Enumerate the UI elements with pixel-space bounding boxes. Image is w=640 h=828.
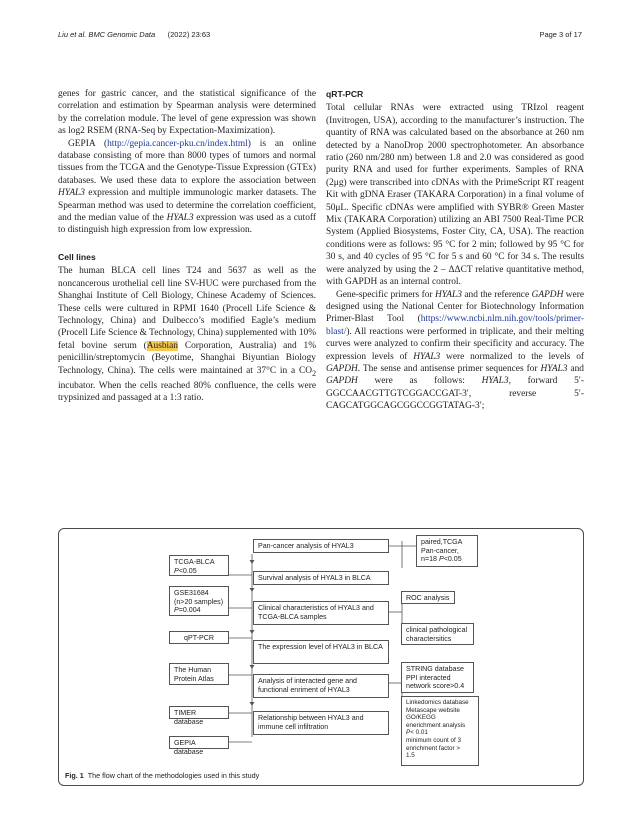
paragraph: GEPIA (http://gepia.cancer-pku.cn/index.html) is an online database consisting of more than 8000 types of tumors and normal tissues from the TCGA and the Genotype-Tissue Expression (GTEx) databases. We used these data to explore the association between HYAL3 expression and multiple immunologic marker datasets. The Spearman method was used to determine the correlation coefficient, and the median value of the HYAL3 expression was used as a cutoff to distinguish high expression from low expression. [58, 138, 316, 236]
highlighted-text: Ausbian [146, 340, 178, 351]
linkedomics-box: Linkedomics database Metascape website GO/KEGG enerichment analysis P< 0.01 minimum count of 3 enrichment factor > 1.5 [401, 696, 479, 766]
left-column [58, 88, 316, 405]
flow-step-clinical: Clinical characteristics of HYAL3 and TCGA-BLCA samples [253, 601, 389, 625]
right-column [326, 88, 584, 413]
tcga-blca-box: TCGA-BLCA P<0.05 [169, 555, 229, 576]
journal-name: Liu et al. BMC Genomic Data [58, 30, 156, 39]
string-database-box: STRING database PPI interacted network score>0.4 [401, 662, 474, 693]
flow-step-survival: Survival analysis of HYAL3 in BLCA [253, 571, 389, 585]
gepia-link[interactable]: http://gepia.cancer-pku.cn/index.html [107, 138, 248, 149]
paragraph: genes for gastric cancer, and the statistical significance of the correlation and estimation by Spearman analysis were determined by the correlation module. The level of gene expression was shown as log2 RSEM (RNA-Seq by Expectation-Maximization). [58, 89, 316, 137]
gse31684-box: GSE31684 (n>20 samples) P=0.004 [169, 586, 229, 616]
clinical-pathological-box: clinical pathological charactersitics [401, 623, 474, 645]
timer-database-box: TIMER database [169, 706, 229, 719]
qpt-pcr-box: qPT-PCR [169, 631, 229, 644]
flow-step-expression: The expression level of HYAL3 in BLCA [253, 640, 389, 664]
paired-tcga-box: paired,TCGA Pan-cancer, n=18 P<0.05 [416, 535, 478, 567]
roc-analysis-box: ROC analysis [401, 591, 455, 604]
primer-blast-link[interactable]: https://www.ncbi.nlm.nih.gov/tools/primer-blast/ [326, 314, 584, 337]
paragraph: The human BLCA cell lines T24 and 5637 as well as the noncancerous urothelial cell line SV-HUC were purchased from the Shanghai Institute of Cell Biology, Chinese Academy of Sciences. These cells were cultured in RPMI 1640 (Procell Life Science & Technology, China) and Dulbecco’s modified Eagle’s medium (Procell Life Science & Technology, China) supplemented with 10% fetal bovine serum (Ausbian Corporation, Australia) and 1% penicillin/streptomycin (Beyotime, Shanghai Biyuntian Biology Technology, China). The cells were maintained at 37°C in a $CO_2$ incubator. When the cells reached 80% confluence, the cells were trypsinized and passaged at a 1:3 ratio. [58, 266, 317, 404]
page-number: Page 3 of 17 [539, 30, 582, 39]
running-header [58, 30, 210, 39]
section-heading: qRT-PCR [326, 89, 364, 99]
flow-step-pan-cancer: Pan-cancer analysis of HYAL3 [253, 539, 389, 553]
figure-1-flowchart [58, 528, 584, 786]
figure-caption: Fig. 1 The flow chart of the methodologies used in this study [65, 771, 260, 780]
gepia-database-box: GEPIA database [169, 736, 229, 749]
paragraph: Gene-specific primers for HYAL3 and the reference GAPDH were designed using the National Center for Biotechnology Information Primer-Blast Tool (https://www.ncbi.nlm.nih.gov/tools/primer-blast/). All reactions were performed in triplicate, and their melting curves were analyzed to confirm their specificity and accuracy. The expression levels of HYAL3 were normalized to the levels of GAPDH. The sense and antisense primer sequences for HYAL3 and GAPDH were as follows: HYAL3, forward 5′-GGCCAACGTTGTCGGACCGAT-3′, reverse 5′-CAGCATGGCAGCGGCCGGTATAG-3′; [326, 289, 585, 412]
paragraph: Total cellular RNAs were extracted using TRIzol reagent (Invitrogen, USA), according to the manufacturer’s instruction. The quantity of RNA was calculated based on the absorbance at 260 nm detected by a NanoDrop 2000 spectrophotometer. An absorbance ratio (260 nm/280 nm) between 1.8 and 2.0 was considered as good purity RNA and used for further experiments. Samples of RNA (2μg) were transcribed into cDNAs with the PrimeScript RT reagent Kit with gDNA Eraser (TAKARA Corporation) in a final volume of 50μL. Specific cDNAs were amplified with SYBR® Green Master Mix (TAKARA Corporation) utilizing an ABI 7500 Real-Time PCR System (Applied Biosystems, Foster City, CA, USA). The reaction conditions were as follows: 95 °C for 2 min; followed by 95 °C for 30 s, and 40 cycles of 95 °C for 5 s and 60 °C for 34 s. The results were analyzed by using the 2 – ΔΔCT relative quantitative method, with GAPDH as an internal control. [326, 103, 584, 288]
human-protein-atlas-box: The Human Protein Atlas [169, 663, 229, 685]
flow-step-interacted-genes: Analysis of interacted gene and functional enriment of HYAL3 [253, 674, 389, 698]
section-heading: Cell lines [58, 251, 96, 262]
flow-step-immune-infiltration: Relationship between HYAL3 and immune cell infiltration [253, 711, 389, 735]
citation: (2022) 23:63 [167, 30, 211, 39]
